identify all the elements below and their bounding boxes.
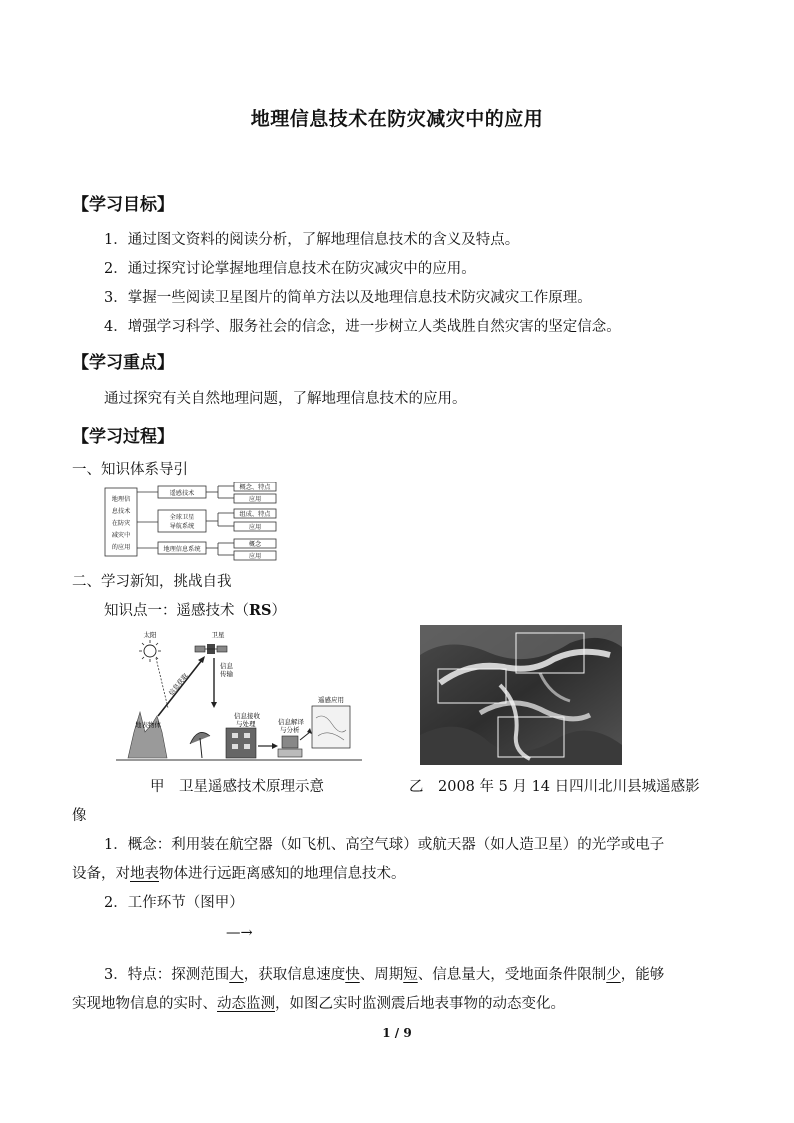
concept-line-1: 1．概念：利用装在航空器（如飞机、高空气球）或航天器（如人造卫星）的光学或电子 xyxy=(104,837,665,853)
tree-leaf-2a-label: 组成、特点 xyxy=(239,511,271,518)
receiving-dish-icon xyxy=(190,732,210,758)
label-interpret-2: 与分析 xyxy=(280,726,300,734)
features-line2-a: 实现地物信息的实时、 xyxy=(72,996,217,1012)
section-goals-heading: 【学习目标】 xyxy=(72,195,174,215)
tree-root-line-4: 减灾中 xyxy=(111,532,131,539)
concept-line-2 xyxy=(72,863,406,885)
features-text-1: 3．特点：探测范围 xyxy=(104,967,230,983)
label-receive-2: 与处理 xyxy=(236,720,256,728)
caption-figure-a: 甲 卫星遥感技术原理示意 xyxy=(150,779,324,795)
computer-icon xyxy=(278,736,302,757)
label-interpret-1: 信息解译 xyxy=(278,718,304,726)
goal-1: 1．通过图文资料的阅读分析，了解地理信息技术的含义及特点。 xyxy=(104,232,520,248)
sun-icon xyxy=(139,640,161,662)
processing-building-icon xyxy=(226,728,256,758)
label-app: 遥感应用 xyxy=(318,696,344,704)
workflow-label: 2．工作环节（图甲） xyxy=(104,895,244,911)
features-text-4: 、信息量大，受地面条件限制 xyxy=(417,967,607,983)
features-line-1 xyxy=(104,964,664,986)
features-text-3: 、周期 xyxy=(359,967,404,983)
label-acquire: 信息获取 xyxy=(167,671,190,698)
label-receive-1: 信息接收 xyxy=(234,712,260,720)
satellite-icon xyxy=(195,644,227,654)
tree-branch-2-line-2: 导航系统 xyxy=(169,523,195,530)
concept-text-a: 设备，对 xyxy=(72,866,130,882)
tree-branch-3-label: 地理信息系统 xyxy=(163,546,201,553)
knowledge-tree-diagram xyxy=(104,482,280,562)
tree-root-line-1: 地理信 xyxy=(111,496,131,503)
figure-remote-sensing-principle xyxy=(112,628,366,768)
page-title: 地理信息技术在防灾减灾中的应用 xyxy=(250,108,544,130)
goal-3: 3．掌握一些阅读卫星图片的简单方法以及地理信息技术防灾减灾工作原理。 xyxy=(104,290,592,306)
tree-root-line-3: 在防灾 xyxy=(111,520,131,527)
section-focus-heading: 【学习重点】 xyxy=(72,353,174,373)
application-map-icon xyxy=(312,706,350,748)
features-line-2 xyxy=(72,993,565,1015)
ground-object-shape xyxy=(128,712,167,758)
tree-leaf-3a-label: 概念 xyxy=(248,541,262,548)
point1-rs: RS xyxy=(249,602,272,619)
tree-leaf-3b-label: 应用 xyxy=(248,553,262,560)
features-text-5: ，能够 xyxy=(620,967,665,983)
section-process-heading: 【学习过程】 xyxy=(72,427,174,447)
page-number: 1 / 9 xyxy=(382,1026,412,1040)
features-text-2: ，获取信息速度 xyxy=(243,967,346,983)
caption-figure-b: 乙 2008 年 5 月 14 日四川北川县城遥感影 xyxy=(409,779,700,795)
satellite-image-beichuan xyxy=(420,625,622,765)
label-transmit-2: 传输 xyxy=(220,670,233,678)
goal-4: 4．增强学习科学、服务社会的信念，进一步树立人类战胜自然灾害的坚定信念。 xyxy=(104,319,621,335)
point1-text: 知识点一：遥感技术（ xyxy=(104,603,249,619)
label-satellite: 卫星 xyxy=(211,631,225,639)
tree-branch-1-label: 遥感技术 xyxy=(169,490,195,497)
workflow-arrow: —→ xyxy=(226,925,253,941)
point1-heading xyxy=(104,600,286,622)
label-ground: 地表物体 xyxy=(135,721,161,729)
label-transmit-1: 信息 xyxy=(220,662,233,670)
label-sun: 太阳 xyxy=(143,631,157,639)
goal-2: 2．通过探究讨论掌握地理信息技术在防灾减灾中的应用。 xyxy=(104,261,476,277)
part2-heading: 二、学习新知，挑战自我 xyxy=(72,574,232,590)
concept-text-b: 物体进行远距离感知的地理信息技术。 xyxy=(159,866,406,882)
caption-figure-b-wrap: 像 xyxy=(72,808,87,824)
features-u-3: 短 xyxy=(403,967,418,983)
tree-leaf-1b-label: 应用 xyxy=(248,496,262,503)
features-u-4: 少 xyxy=(606,967,621,983)
concept-underlined: 地表 xyxy=(130,866,159,882)
features-line2-underlined: 动态监测 xyxy=(217,996,275,1012)
tree-branch-2-line-1: 全球卫星 xyxy=(169,514,195,521)
tree-root-line-5: 的应用 xyxy=(111,544,131,551)
point1-end: ） xyxy=(271,603,287,619)
tree-root-line-2: 息技术 xyxy=(111,508,131,515)
features-u-1: 大 xyxy=(229,967,244,983)
features-u-2: 快 xyxy=(345,967,360,983)
part1-heading: 一、知识体系导引 xyxy=(72,462,188,478)
tree-leaf-1a-label: 概念、特点 xyxy=(239,484,271,491)
features-line2-b: ，如图乙实时监测震后地表事物的动态变化。 xyxy=(275,996,565,1012)
focus-text: 通过探究有关自然地理问题，了解地理信息技术的应用。 xyxy=(104,391,467,407)
tree-leaf-2b-label: 应用 xyxy=(248,524,262,531)
